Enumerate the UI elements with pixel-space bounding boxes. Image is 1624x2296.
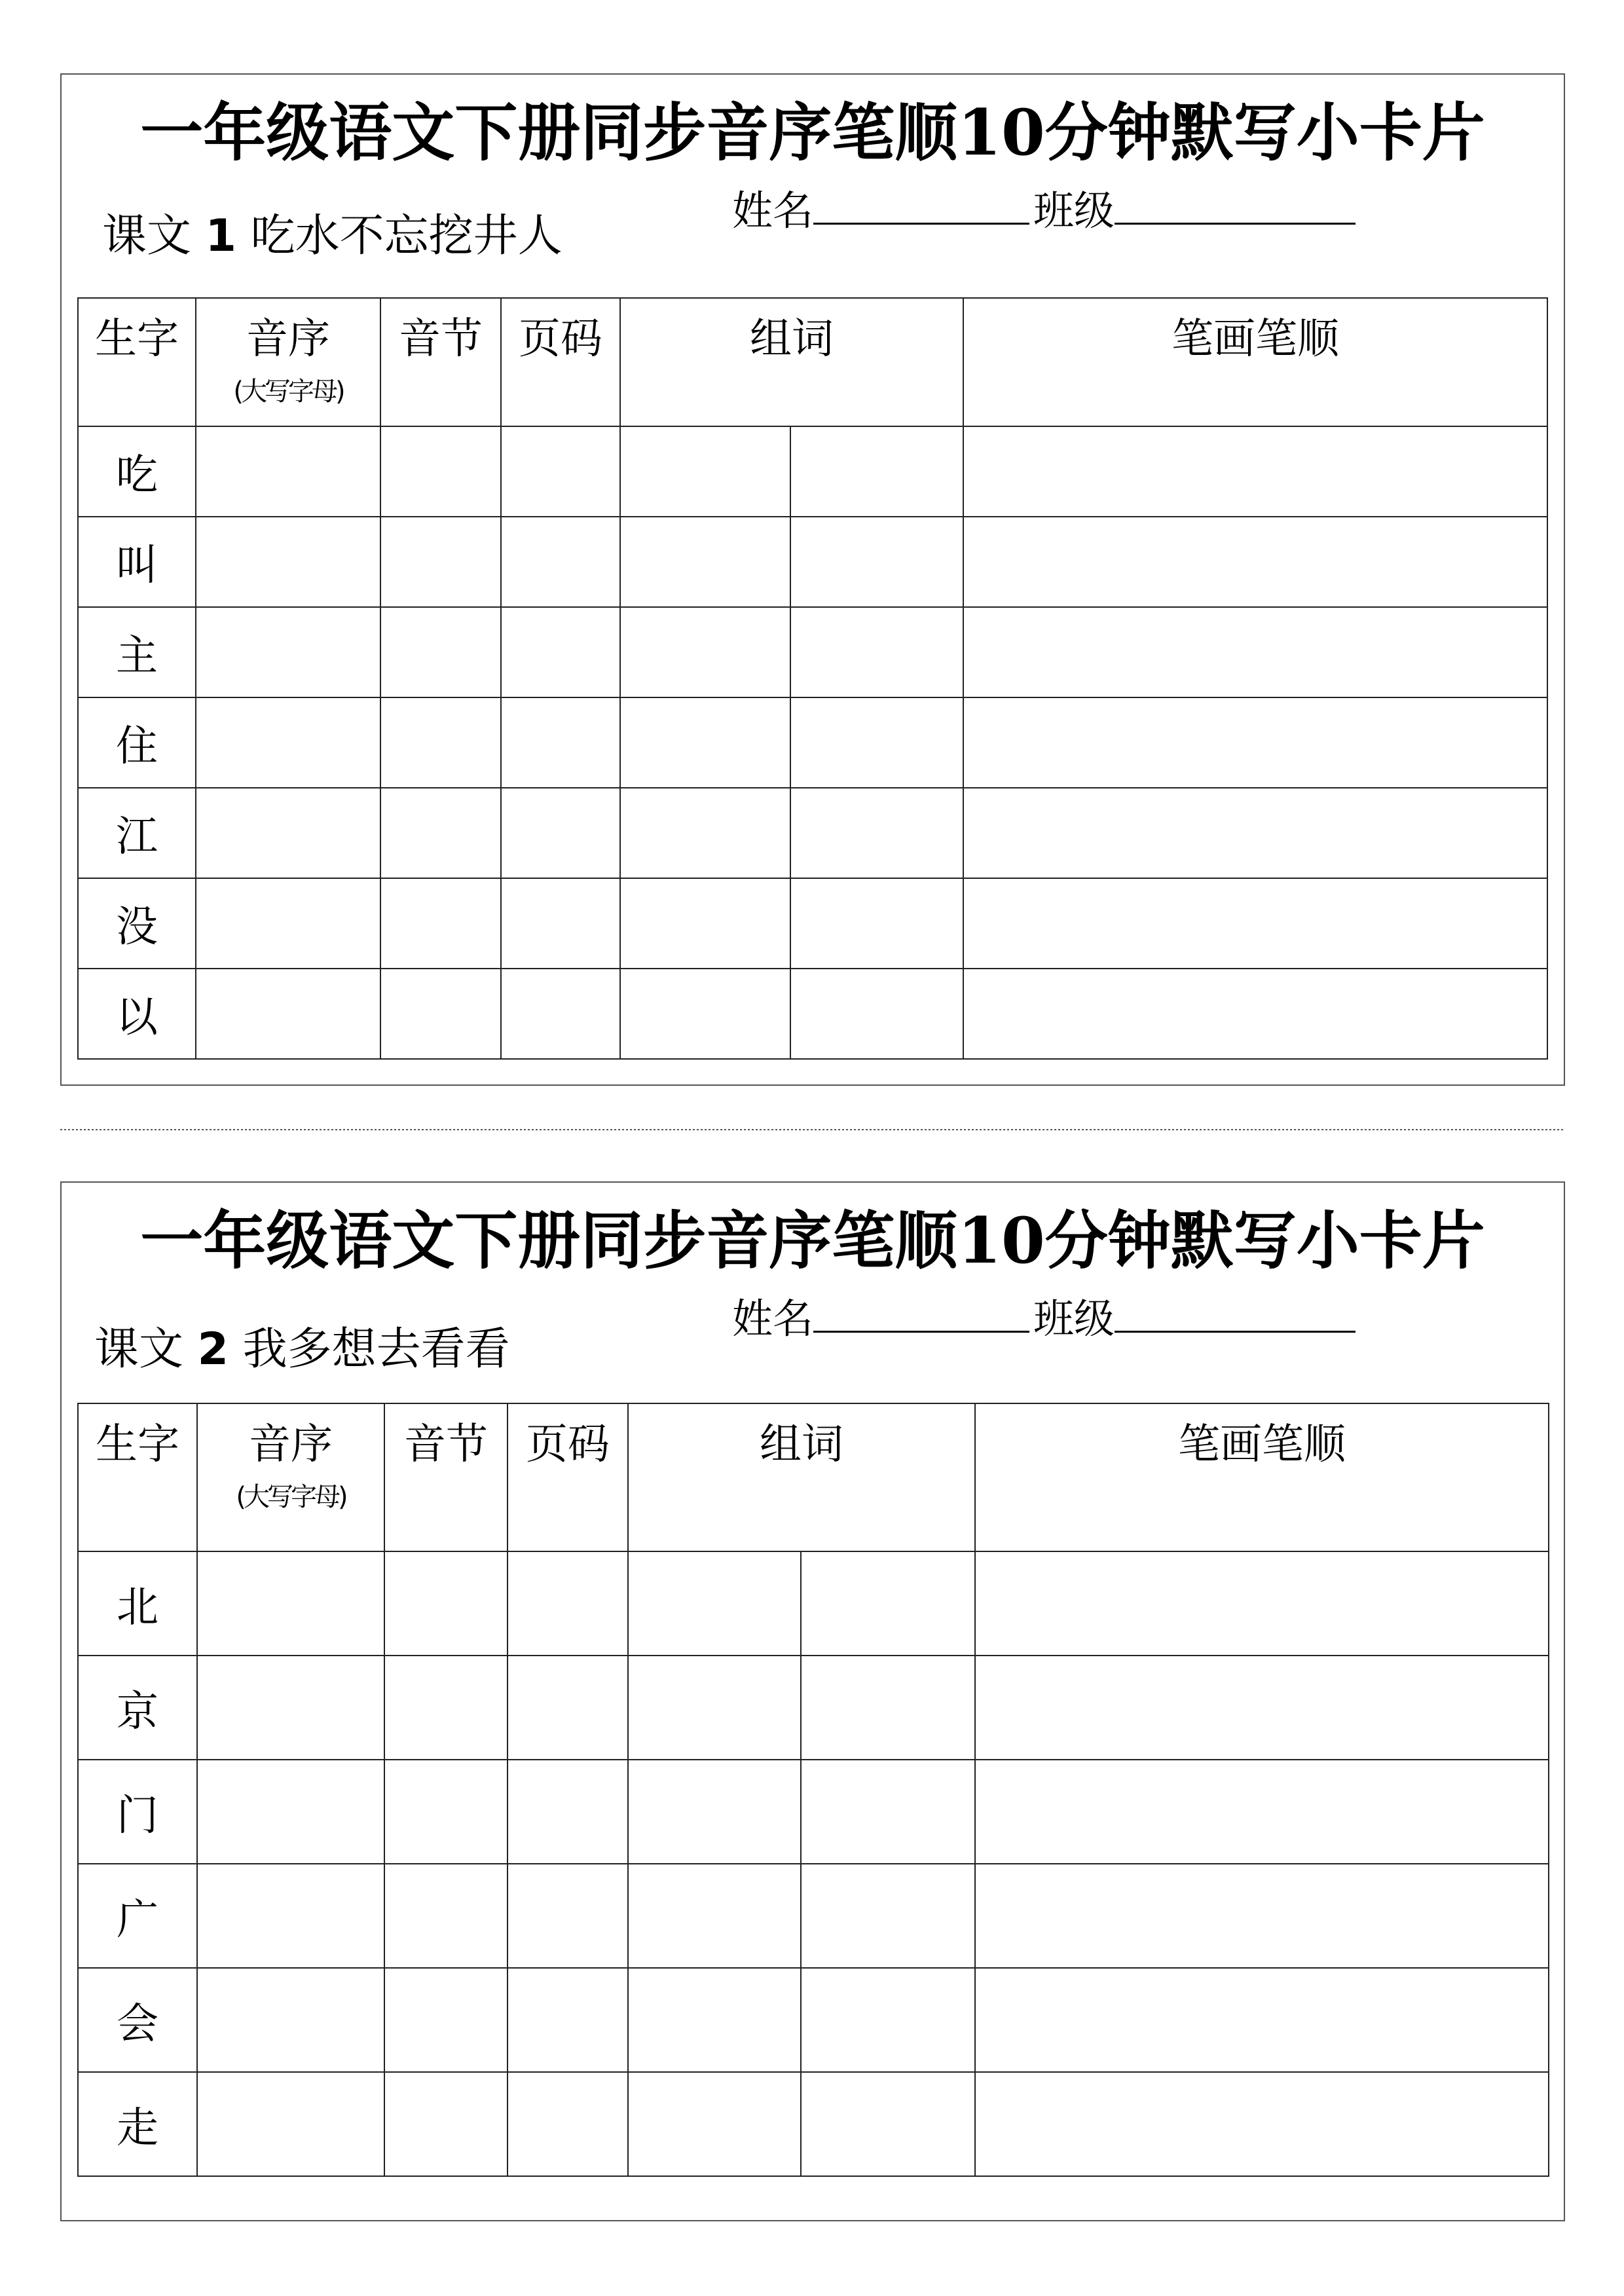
page-cell[interactable] (501, 697, 620, 788)
word-1-cell[interactable] (628, 1551, 801, 1656)
character-cell: 吃 (78, 426, 196, 517)
table-row (78, 1864, 1549, 1968)
character-cell: 住 (78, 697, 196, 788)
strokes-cell[interactable] (975, 1864, 1549, 1968)
header-sequence (197, 1403, 384, 1551)
word-1-cell[interactable] (628, 1656, 801, 1760)
character-cell: 叫 (78, 517, 196, 607)
syllable-cell[interactable] (380, 426, 501, 517)
sequence-cell[interactable] (196, 607, 380, 697)
class-blank[interactable] (1115, 1291, 1356, 1333)
table-row (78, 426, 1547, 517)
header-sequence-label: 音序 (249, 1420, 333, 1469)
header-sequence (196, 298, 380, 426)
header-words: 组词 (620, 298, 963, 426)
page-cell[interactable] (501, 969, 620, 1059)
table-row (78, 2072, 1549, 2176)
header-row (78, 298, 1547, 426)
word-2-cell[interactable] (790, 788, 963, 878)
table-row (78, 697, 1547, 788)
dictation-table (77, 1403, 1549, 2177)
character-cell: 广 (78, 1864, 197, 1968)
card-title: 一年级语文下册同步音序笔顺10分钟默写小卡片 (140, 1204, 1485, 1278)
header-char: 生字 (78, 1403, 197, 1551)
lesson-prefix: 课文 (94, 1324, 184, 1375)
syllable-cell[interactable] (384, 1760, 507, 1864)
strokes-cell[interactable] (975, 1760, 1549, 1864)
syllable-cell[interactable] (384, 1551, 507, 1656)
strokes-cell[interactable] (975, 1968, 1549, 2072)
word-1-cell[interactable] (620, 788, 790, 878)
syllable-cell[interactable] (380, 607, 501, 697)
syllable-cell[interactable] (384, 1656, 507, 1760)
character-cell: 门 (78, 1760, 197, 1864)
header-page: 页码 (507, 1403, 628, 1551)
page-cell[interactable] (507, 1551, 628, 1656)
word-1-cell[interactable] (628, 1968, 801, 2072)
character-cell: 没 (78, 878, 196, 969)
word-2-cell[interactable] (801, 1656, 975, 1760)
header-sequence-note: (大写字母) (233, 377, 343, 407)
table-row (78, 788, 1547, 878)
sequence-cell[interactable] (197, 1760, 384, 1864)
sequence-cell[interactable] (196, 517, 380, 607)
header-strokes: 笔画笔顺 (963, 298, 1547, 426)
table-row (78, 517, 1547, 607)
sequence-cell[interactable] (196, 788, 380, 878)
syllable-cell[interactable] (380, 697, 501, 788)
lesson-prefix: 课文 (102, 210, 192, 262)
sequence-cell[interactable] (196, 878, 380, 969)
table-row (78, 1968, 1549, 2072)
class-label: 班级 (1033, 187, 1115, 234)
dictation-card-2 (60, 1181, 1565, 2221)
syllable-cell[interactable] (384, 1968, 507, 2072)
lesson-number: 1 (205, 210, 236, 262)
character-cell: 北 (78, 1551, 197, 1656)
table-row (78, 969, 1547, 1059)
word-2-cell[interactable] (801, 1968, 975, 2072)
header-sequence-label: 音序 (246, 315, 330, 363)
word-1-cell[interactable] (628, 2072, 801, 2176)
card-title: 一年级语文下册同步音序笔顺10分钟默写小卡片 (140, 96, 1485, 170)
sequence-cell[interactable] (196, 426, 380, 517)
word-2-cell[interactable] (790, 878, 963, 969)
student-info (732, 1291, 1356, 1345)
strokes-cell[interactable] (963, 607, 1547, 697)
strokes-cell[interactable] (963, 788, 1547, 878)
sequence-cell[interactable] (197, 1864, 384, 1968)
syllable-cell[interactable] (380, 878, 501, 969)
lesson-title: 吃水不忘挖井人 (250, 210, 563, 262)
strokes-cell[interactable] (975, 1656, 1549, 1760)
lesson-heading (102, 207, 563, 266)
dictation-table (77, 297, 1548, 1060)
word-2-cell[interactable] (790, 517, 963, 607)
header-sequence-note: (大写字母) (236, 1482, 346, 1512)
sequence-cell[interactable] (196, 697, 380, 788)
sequence-cell[interactable] (196, 969, 380, 1059)
word-1-cell[interactable] (620, 969, 790, 1059)
header-char: 生字 (78, 298, 196, 426)
strokes-cell[interactable] (963, 969, 1547, 1059)
word-1-cell[interactable] (628, 1864, 801, 1968)
word-1-cell[interactable] (620, 426, 790, 517)
page-cell[interactable] (507, 1656, 628, 1760)
page-cell[interactable] (501, 878, 620, 969)
table-row (78, 878, 1547, 969)
character-cell: 京 (78, 1656, 197, 1760)
word-2-cell[interactable] (801, 1760, 975, 1864)
header-page: 页码 (501, 298, 620, 426)
table-row (78, 607, 1547, 697)
page-cell[interactable] (507, 2072, 628, 2176)
table-row (78, 1760, 1549, 1864)
page-cell[interactable] (507, 1968, 628, 2072)
lesson-number: 2 (197, 1324, 229, 1375)
word-2-cell[interactable] (801, 1551, 975, 1656)
lesson-title: 我多想去看看 (242, 1324, 510, 1375)
strokes-cell[interactable] (963, 517, 1547, 607)
table-body (78, 1551, 1549, 2176)
word-2-cell[interactable] (790, 969, 963, 1059)
strokes-cell[interactable] (963, 697, 1547, 788)
page-cell[interactable] (501, 517, 620, 607)
header-words: 组词 (628, 1403, 975, 1551)
cut-line (60, 1128, 1565, 1132)
student-info (732, 183, 1356, 237)
character-cell: 走 (78, 2072, 197, 2176)
word-1-cell[interactable] (620, 517, 790, 607)
page-cell[interactable] (507, 1864, 628, 1968)
sequence-cell[interactable] (197, 1656, 384, 1760)
character-cell: 会 (78, 1968, 197, 2072)
name-label: 姓名 (732, 187, 814, 234)
word-2-cell[interactable] (801, 2072, 975, 2176)
word-1-cell[interactable] (620, 607, 790, 697)
strokes-cell[interactable] (963, 426, 1547, 517)
strokes-cell[interactable] (975, 1551, 1549, 1656)
page-cell[interactable] (501, 607, 620, 697)
sequence-cell[interactable] (197, 1551, 384, 1656)
syllable-cell[interactable] (380, 788, 501, 878)
character-cell: 江 (78, 788, 196, 878)
page-cell[interactable] (507, 1760, 628, 1864)
name-blank[interactable] (813, 1291, 1029, 1333)
header-row (78, 1403, 1549, 1551)
word-2-cell[interactable] (790, 426, 963, 517)
strokes-cell[interactable] (975, 2072, 1549, 2176)
sequence-cell[interactable] (197, 2072, 384, 2176)
sequence-cell[interactable] (197, 1968, 384, 2072)
name-blank[interactable] (813, 183, 1029, 225)
word-1-cell[interactable] (620, 697, 790, 788)
syllable-cell[interactable] (380, 969, 501, 1059)
dictation-card-1 (60, 73, 1565, 1086)
strokes-cell[interactable] (963, 878, 1547, 969)
class-blank[interactable] (1115, 183, 1356, 225)
character-cell: 主 (78, 607, 196, 697)
word-2-cell[interactable] (790, 607, 963, 697)
name-label: 姓名 (732, 1295, 814, 1342)
lesson-heading (94, 1320, 510, 1379)
table-row (78, 1551, 1549, 1656)
header-syllable: 音节 (384, 1403, 507, 1551)
syllable-cell[interactable] (384, 1864, 507, 1968)
syllable-cell[interactable] (380, 517, 501, 607)
character-cell: 以 (78, 969, 196, 1059)
header-syllable: 音节 (380, 298, 501, 426)
table-body (78, 426, 1547, 1059)
word-2-cell[interactable] (790, 697, 963, 788)
page-cell[interactable] (501, 788, 620, 878)
page-cell[interactable] (501, 426, 620, 517)
syllable-cell[interactable] (384, 2072, 507, 2176)
header-strokes: 笔画笔顺 (975, 1403, 1549, 1551)
word-1-cell[interactable] (620, 878, 790, 969)
word-1-cell[interactable] (628, 1760, 801, 1864)
table-row (78, 1656, 1549, 1760)
class-label: 班级 (1033, 1295, 1115, 1342)
word-2-cell[interactable] (801, 1864, 975, 1968)
